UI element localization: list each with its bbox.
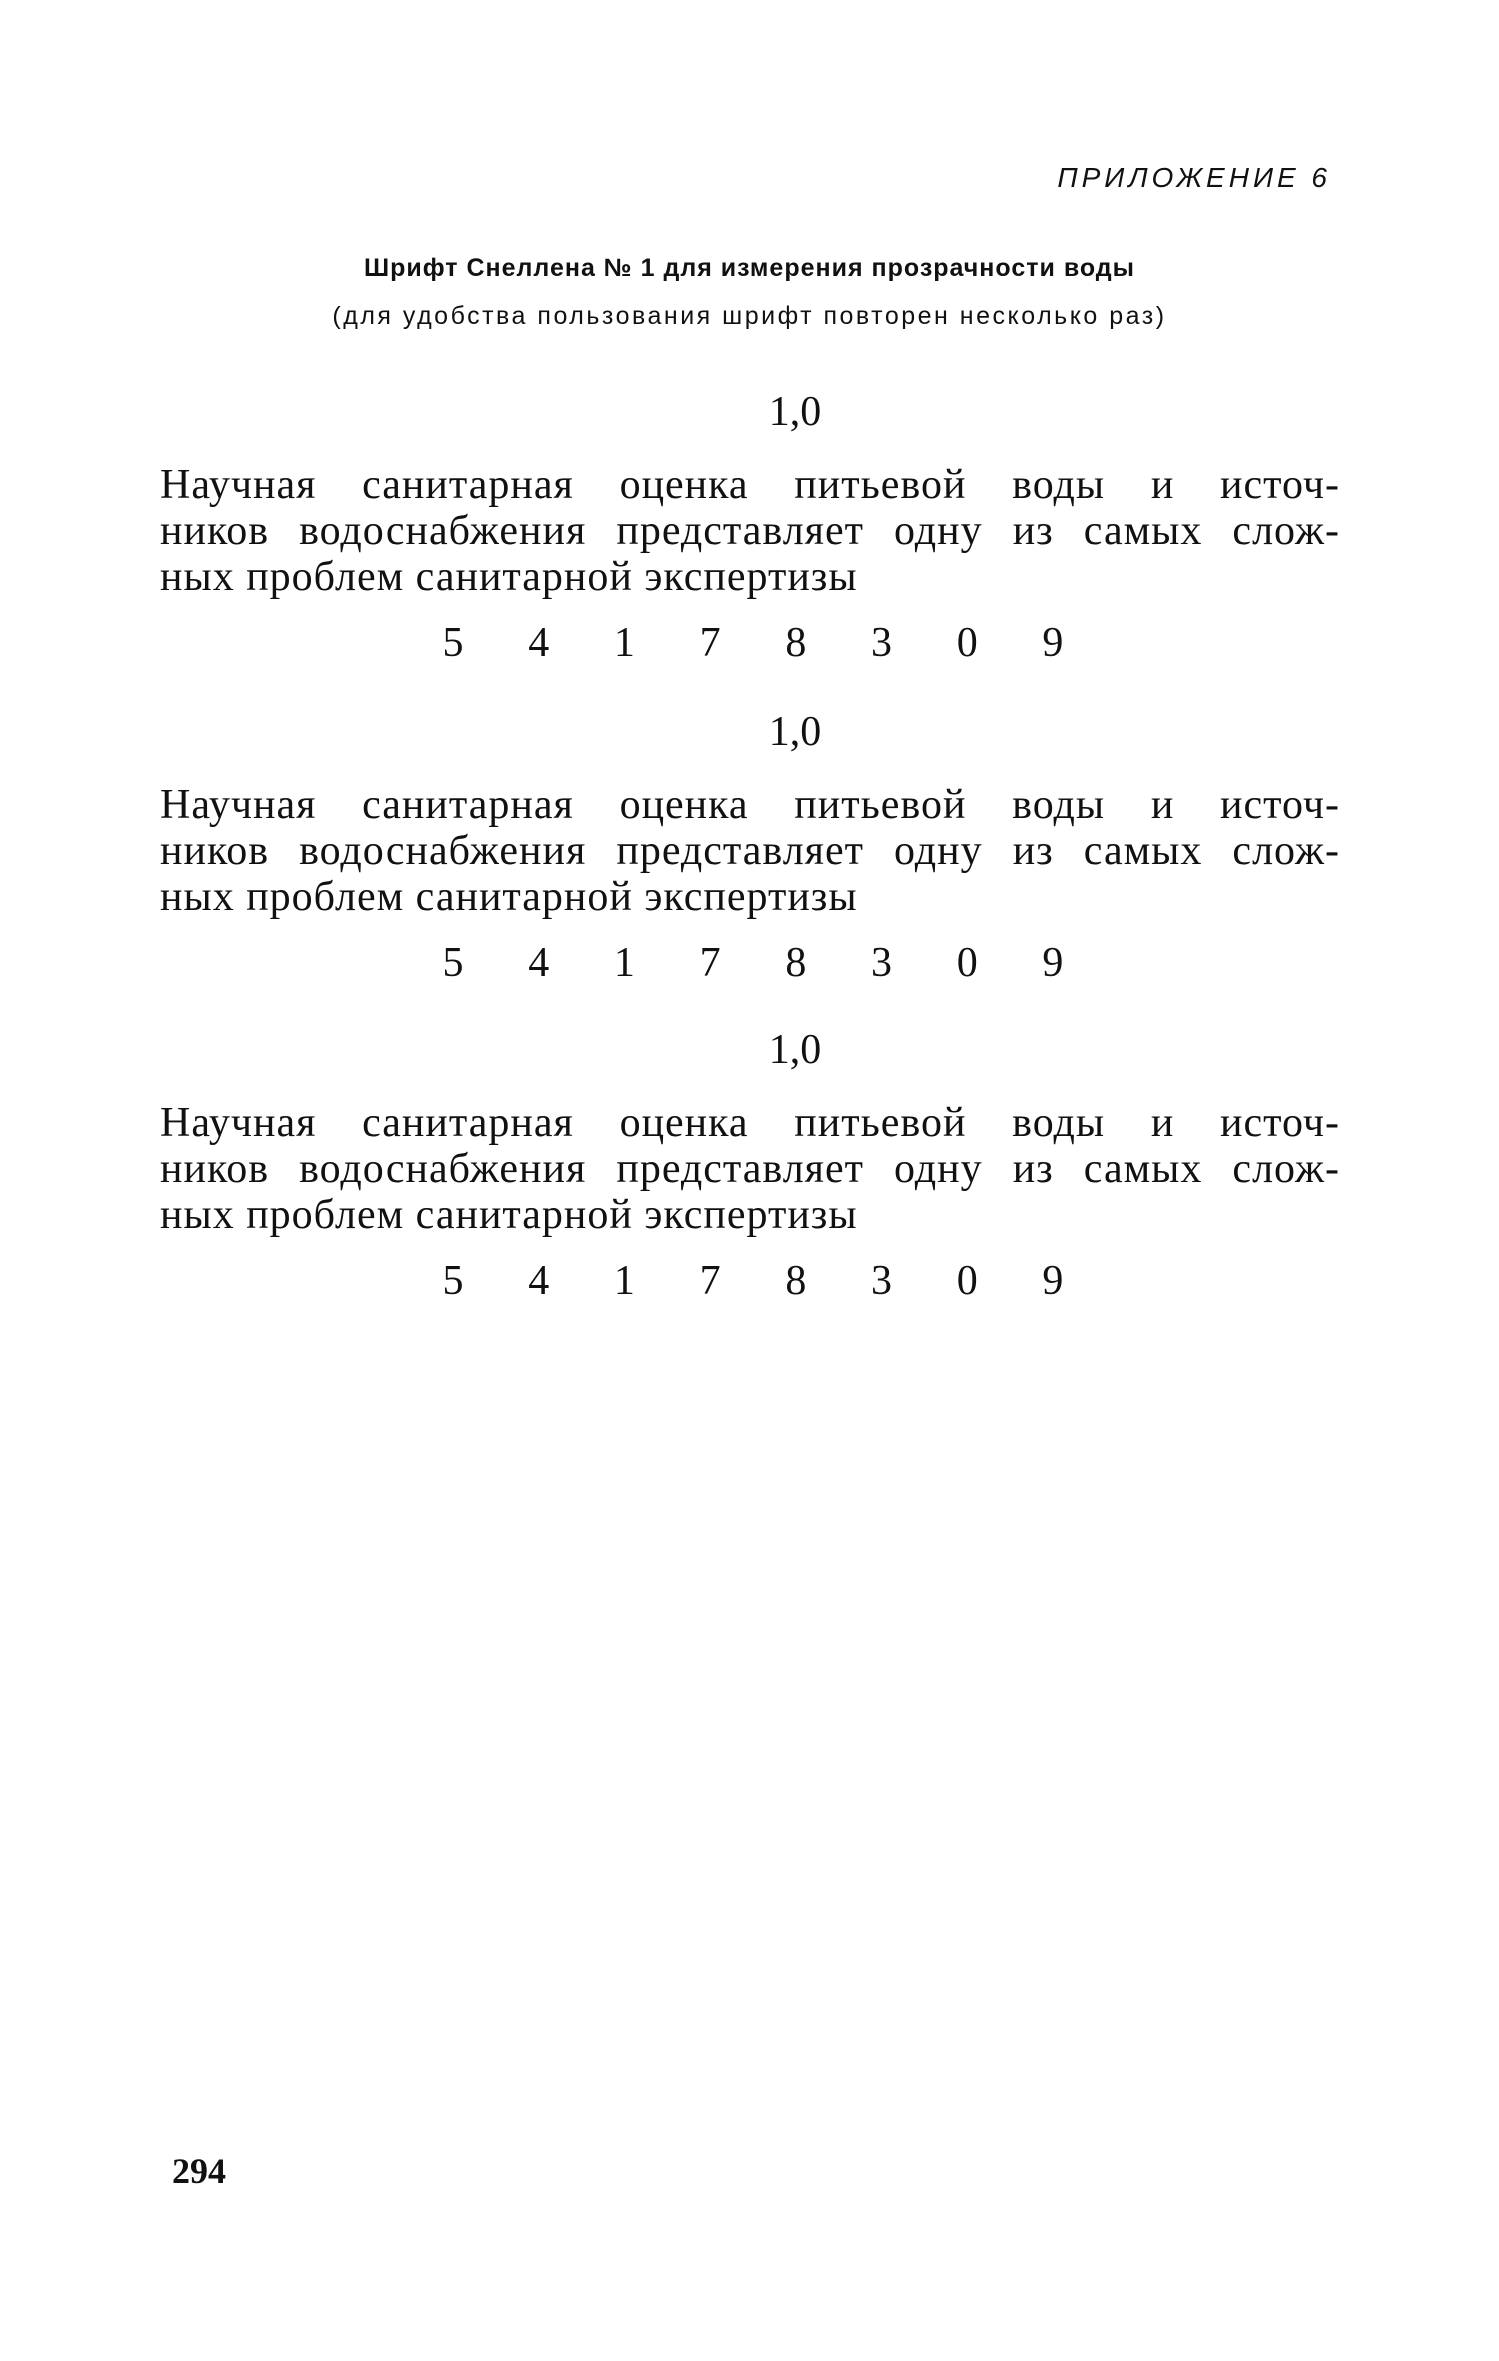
block-label: 1,0 (768, 389, 822, 435)
block-label: 1,0 (768, 709, 822, 755)
digit: 4 (528, 1258, 550, 1304)
digit-row (438, 1258, 1068, 1304)
digit: 3 (871, 940, 893, 986)
digit: 5 (442, 1258, 464, 1304)
digit: 5 (442, 620, 464, 666)
text-line: Научная санитарная оценка питьевой воды и источ- (160, 782, 1340, 828)
block-text (160, 1100, 1340, 1238)
text-line: ных проблем санитарной экспертизы (160, 554, 858, 600)
digit: 9 (1042, 940, 1064, 986)
page-number: 294 (172, 2151, 226, 2191)
digit-row (438, 940, 1068, 986)
text-line: ников водоснабжения представляет одну из самых слож- (160, 508, 1340, 554)
digit: 0 (956, 620, 978, 666)
page-heading: Шрифт Снеллена № 1 для измерения прозрачности воды (363, 254, 1136, 282)
block-text (160, 782, 1340, 920)
text-line: ников водоснабжения представляет одну из самых слож- (160, 1146, 1340, 1192)
digit: 7 (699, 940, 721, 986)
digit: 4 (528, 940, 550, 986)
appendix-label: ПРИЛОЖЕНИЕ 6 (1057, 162, 1331, 193)
digit: 7 (699, 1258, 721, 1304)
digit: 0 (956, 1258, 978, 1304)
digit: 8 (785, 620, 807, 666)
snellen-block-2 (160, 710, 1340, 986)
text-line: ных проблем санитарной экспертизы (160, 874, 858, 920)
digit: 1 (613, 940, 635, 986)
snellen-block-3 (160, 1028, 1340, 1304)
digit: 0 (956, 940, 978, 986)
digit: 3 (871, 620, 893, 666)
page-subheading: (для удобства пользования шрифт повторен несколько раз) (332, 302, 1167, 330)
digit-row (438, 620, 1068, 666)
snellen-block-1 (160, 390, 1340, 666)
digit: 8 (785, 940, 807, 986)
text-line: ных проблем санитарной экспертизы (160, 1192, 858, 1238)
digit: 1 (613, 1258, 635, 1304)
digit: 1 (613, 620, 635, 666)
digit: 8 (785, 1258, 807, 1304)
digit: 9 (1042, 1258, 1064, 1304)
text-line: Научная санитарная оценка питьевой воды и источ- (160, 1100, 1340, 1146)
text-line: ников водоснабжения представляет одну из самых слож- (160, 828, 1340, 874)
block-text (160, 462, 1340, 600)
block-label: 1,0 (768, 1027, 822, 1073)
digit: 4 (528, 620, 550, 666)
text-line: Научная санитарная оценка питьевой воды и источ- (160, 462, 1340, 508)
digit: 7 (699, 620, 721, 666)
digit: 3 (871, 1258, 893, 1304)
digit: 5 (442, 940, 464, 986)
digit: 9 (1042, 620, 1064, 666)
